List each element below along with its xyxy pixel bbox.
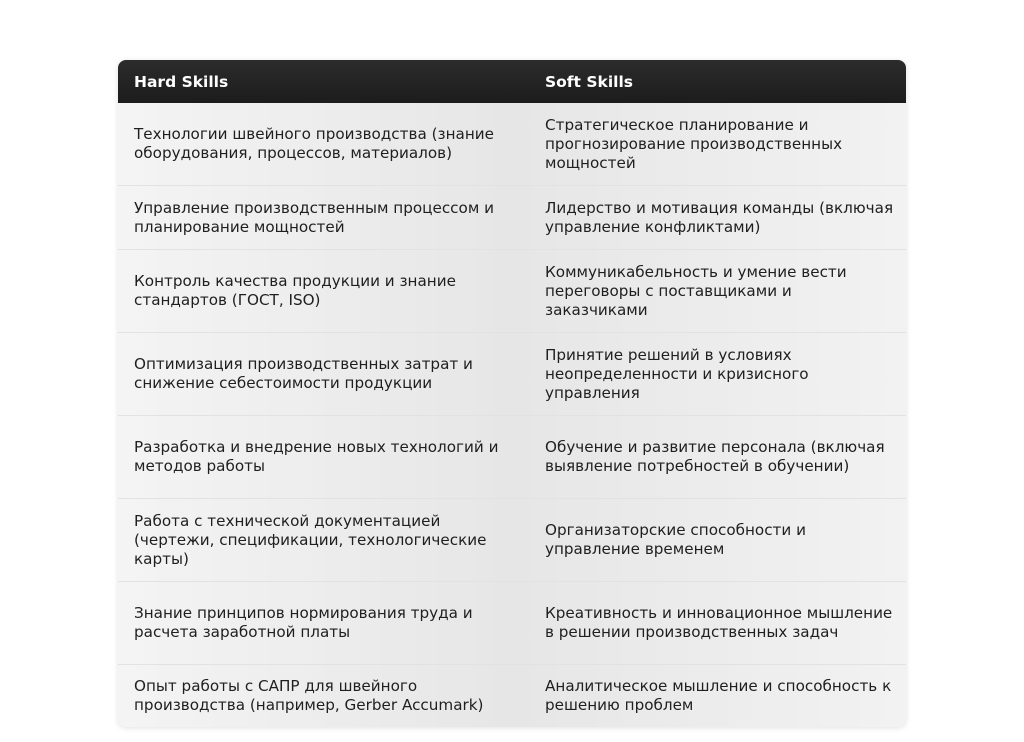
soft-skill-cell: Обучение и развитие персонала (включая выявление потребностей в обучении) [545, 438, 885, 475]
hard-skill-cell: Управление производственным процессом и планирование мощностей [134, 198, 494, 236]
hard-skill-cell: Опыт работы с САПР для швейного производства (например, Gerber Accumark) [134, 677, 484, 714]
hard-skill-cell: Контроль качества продукции и знание стандартов (ГОСТ, ISO) [134, 272, 456, 309]
hard-skill-cell: Технологии швейного производства (знание оборудования, процессов, материалов) [134, 125, 494, 162]
hard-skill-cell: Оптимизация производственных затрат и снижение себестоимости продукции [134, 355, 473, 392]
table-row [118, 416, 906, 499]
hard-skill-cell: Разработка и внедрение новых технологий и методов работы [134, 438, 499, 475]
table-header [118, 60, 906, 103]
table-row [118, 665, 906, 727]
table-row [118, 186, 906, 250]
soft-skill-cell: Креативность и инновационное мышление в решении производственных задач [545, 604, 893, 641]
header-soft-skills: Soft Skills [545, 72, 633, 91]
table-row [118, 333, 906, 416]
soft-skill-cell: Лидерство и мотивация команды (включая управление конфликтами) [545, 198, 894, 236]
header-hard-skills: Hard Skills [134, 72, 229, 91]
table-row [118, 103, 906, 186]
table-row [118, 582, 906, 665]
skills-table [118, 60, 906, 727]
soft-skill-cell: Коммуникабельность и умение вести переговоры с поставщиками и заказчиками [545, 262, 847, 319]
table-row [118, 499, 906, 582]
soft-skill-cell: Аналитическое мышление и способность к решению проблем [545, 677, 892, 714]
soft-skill-cell: Принятие решений в условиях неопределенности и кризисного управления [545, 345, 809, 402]
hard-skill-cell: Знание принципов нормирования труда и расчета заработной платы [134, 604, 473, 641]
soft-skill-cell: Организаторские способности и управление временем [545, 521, 806, 558]
soft-skill-cell: Стратегическое планирование и прогнозирование производственных мощностей [545, 115, 843, 172]
hard-skill-cell: Работа с технической документацией (чертежи, спецификации, технологические карты) [134, 511, 487, 568]
table-row [118, 250, 906, 333]
